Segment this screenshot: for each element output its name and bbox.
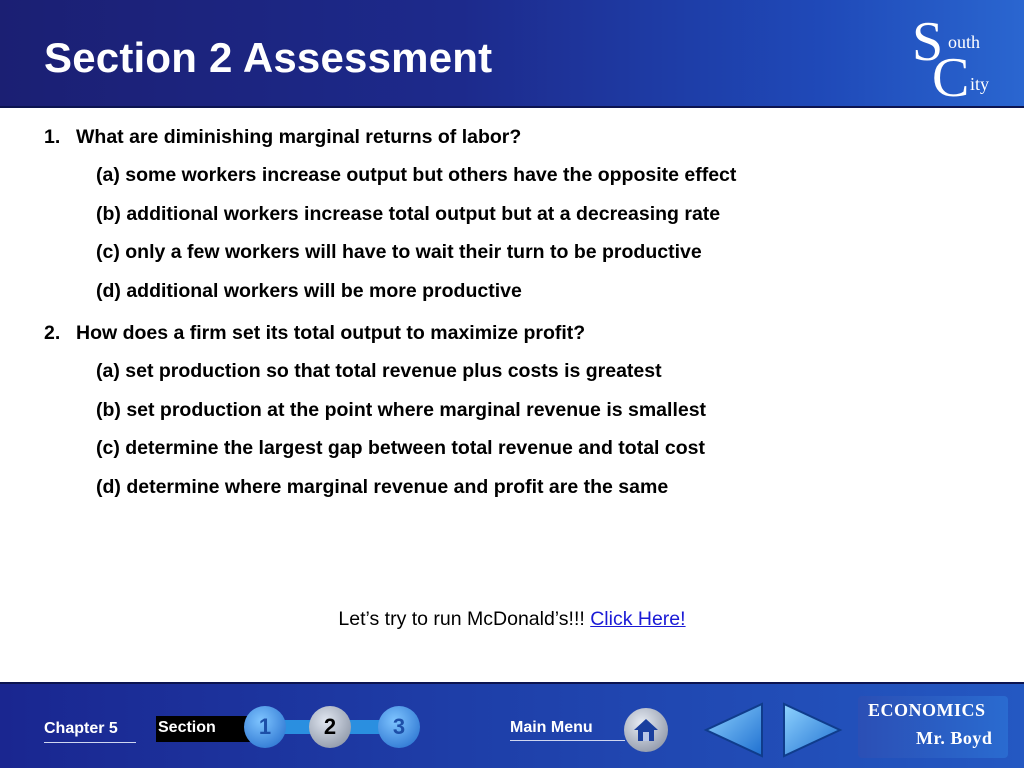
section-3-button[interactable]: 3 bbox=[378, 706, 420, 748]
question-1: 1. What are diminishing marginal returns of labor? bbox=[44, 126, 522, 148]
q1-option-c[interactable]: (c) only a few workers will have to wait their turn to be productive bbox=[96, 241, 702, 263]
mcdonalds-text: Let’s try to run McDonald’s!!! bbox=[338, 608, 591, 630]
teacher-name: Mr. Boyd bbox=[916, 728, 993, 748]
slide-title: Section 2 Assessment bbox=[44, 34, 493, 81]
q1-option-a[interactable]: (a) some workers increase output but others have the opposite effect bbox=[96, 164, 737, 186]
q2-option-a[interactable]: (a) set production so that total revenue plus costs is greatest bbox=[96, 360, 662, 382]
q1-option-b[interactable]: (b) additional workers increase total output but at a decreasing rate bbox=[96, 202, 721, 225]
question-2: 2. How does a firm set its total output to maximize profit? bbox=[44, 322, 586, 344]
q2-option-d[interactable]: (d) determine where marginal revenue and profit are the same bbox=[96, 475, 669, 498]
q2-option-b[interactable]: (b) set production at the point where marginal revenue is smallest bbox=[96, 398, 707, 421]
slide-header bbox=[0, 0, 1024, 108]
left-arrow-icon[interactable] bbox=[700, 700, 766, 760]
assessment-content bbox=[44, 118, 1004, 506]
home-icon bbox=[632, 716, 660, 744]
section-2-button[interactable]: 2 bbox=[309, 706, 351, 748]
chapter-underline bbox=[44, 742, 136, 743]
right-arrow-icon[interactable] bbox=[780, 700, 846, 760]
chapter-label[interactable]: Chapter 5 bbox=[44, 720, 118, 737]
section-1-button[interactable]: 1 bbox=[244, 706, 286, 748]
main-menu-link[interactable]: Main Menu bbox=[510, 719, 593, 736]
section-label: Section bbox=[158, 719, 216, 736]
mcdonalds-prompt bbox=[0, 608, 1024, 631]
click-here-link[interactable]: Click Here! bbox=[590, 608, 686, 630]
footer-nav bbox=[0, 682, 1024, 768]
q2-option-c[interactable]: (c) determine the largest gap between total revenue and total cost bbox=[96, 437, 705, 459]
south-city-logo: S outh C ity bbox=[912, 11, 990, 109]
home-button[interactable] bbox=[624, 708, 668, 752]
q1-option-d[interactable]: (d) additional workers will be more productive bbox=[96, 279, 522, 302]
main-menu-underline bbox=[510, 740, 625, 741]
economics-title: ECONOMICS bbox=[868, 700, 986, 720]
